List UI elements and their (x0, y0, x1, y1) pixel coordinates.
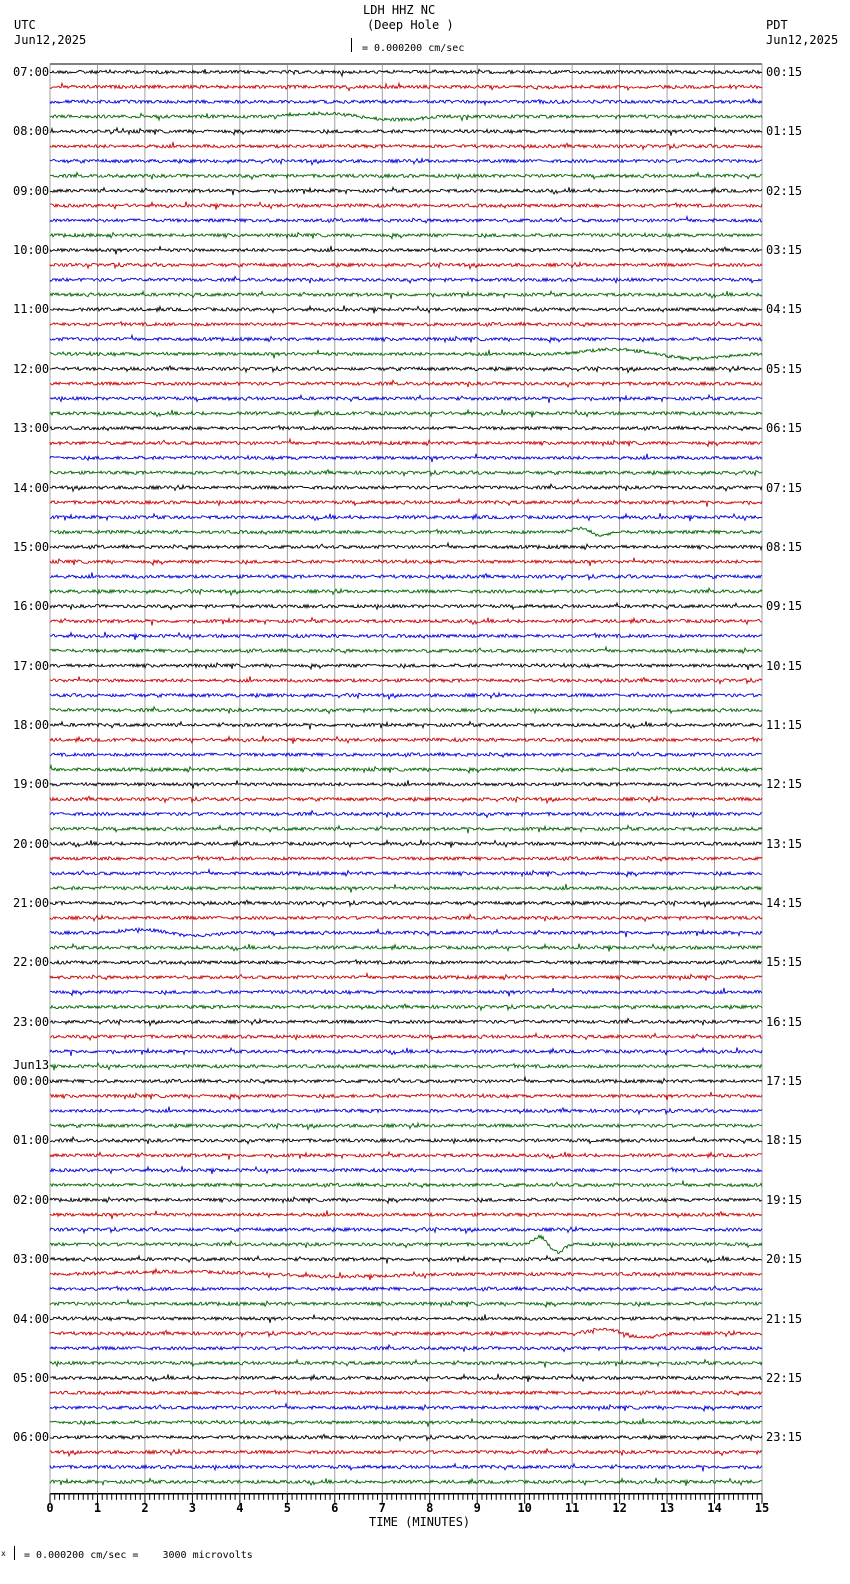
seismic-trace (50, 99, 762, 105)
x-tick-label: 5 (283, 1500, 291, 1515)
right-time-label: 00:15 (766, 65, 803, 79)
seismic-trace (50, 676, 762, 683)
right-time-label: 10:15 (766, 658, 803, 673)
x-tick-label: 11 (564, 1500, 580, 1515)
seismic-trace (50, 693, 762, 699)
left-time-label: 12:00 (13, 361, 50, 376)
seismic-trace (50, 543, 762, 550)
left-time-label: 18:00 (13, 717, 50, 732)
seismic-trace (50, 647, 762, 653)
seismic-trace (50, 1418, 762, 1427)
footer-scale-note: = 0.000200 cm/sec = 3000 microvolts (24, 1550, 253, 1561)
left-time-label: 11:00 (13, 302, 50, 317)
right-time-label: 19:15 (766, 1192, 803, 1207)
seismic-trace (50, 202, 762, 210)
left-time-label: 03:00 (13, 1252, 50, 1267)
seismic-trace (50, 1434, 762, 1440)
seismic-trace (50, 1004, 762, 1010)
seismic-trace (50, 1077, 762, 1083)
seismic-trace (50, 988, 762, 997)
seismic-trace (50, 811, 762, 818)
right-time-label: 20:15 (766, 1252, 803, 1267)
right-time-label: 18:15 (766, 1133, 803, 1148)
right-time-label: 16:15 (766, 1014, 803, 1029)
seismic-trace (50, 1235, 762, 1253)
seismic-trace (50, 1018, 762, 1025)
seismic-trace (50, 527, 762, 536)
right-time-label: 06:15 (766, 421, 803, 436)
seismic-trace (50, 840, 762, 848)
seismic-trace (50, 263, 762, 269)
seismic-trace (50, 618, 762, 626)
seismic-trace (50, 1314, 762, 1323)
seismic-trace (50, 1449, 762, 1456)
station-title: LDH HHZ NC (363, 3, 436, 17)
x-tick-label: 10 (517, 1500, 532, 1515)
x-tick-label: 4 (236, 1500, 244, 1515)
seismic-trace (50, 736, 762, 744)
seismic-trace (50, 217, 762, 223)
seismic-trace (50, 409, 762, 417)
seismic-trace (50, 766, 762, 773)
left-time-label: 13:00 (13, 421, 50, 436)
seismic-trace (50, 973, 762, 980)
right-time-label: 04:15 (766, 302, 803, 317)
right-time-label: 17:15 (766, 1074, 803, 1089)
seismic-trace (50, 928, 762, 937)
left-time-label: 09:00 (13, 183, 50, 198)
right-time-label: 01:15 (766, 124, 803, 139)
seismic-trace (50, 246, 762, 255)
station-location: (Deep Hole ) (367, 18, 454, 32)
seismic-trace (50, 322, 762, 327)
left-time-label: 23:00 (13, 1014, 50, 1029)
seismic-trace (50, 856, 762, 861)
seismic-trace (50, 1374, 762, 1382)
seismic-trace (50, 291, 762, 299)
seismic-trace (50, 884, 762, 893)
seismic-trace (50, 663, 762, 670)
seismic-trace (50, 632, 762, 640)
seismic-trace (50, 513, 762, 521)
seismic-trace (50, 1345, 762, 1352)
seismic-trace (50, 900, 762, 907)
seismic-trace (50, 1092, 762, 1100)
right-time-label: 07:15 (766, 480, 803, 495)
seismic-trace (50, 1464, 762, 1472)
left-date: Jun12,2025 (14, 33, 87, 47)
seismic-trace (50, 1328, 762, 1338)
seismic-trace (50, 173, 762, 180)
right-time-label: 11:15 (766, 717, 803, 732)
seismic-trace (50, 721, 762, 729)
right-date: Jun12,2025 (766, 33, 839, 47)
seismic-trace (50, 1181, 762, 1187)
seismic-trace (50, 1152, 762, 1160)
right-time-label: 13:15 (766, 836, 803, 851)
right-time-label: 05:15 (766, 361, 803, 376)
seismic-trace (50, 454, 762, 463)
seismic-trace (50, 484, 762, 491)
x-tick-label: 7 (378, 1500, 386, 1515)
seismic-trace (50, 707, 762, 714)
seismic-trace (50, 1269, 762, 1280)
seismic-trace (50, 395, 762, 403)
x-tick-label: 3 (188, 1500, 197, 1515)
seismic-trace (50, 1063, 762, 1070)
right-time-label: 09:15 (766, 599, 803, 614)
left-time-label: 22:00 (13, 955, 50, 970)
right-time-label: 15:15 (766, 955, 803, 970)
seismic-trace (50, 1300, 762, 1307)
seismic-trace (50, 1211, 762, 1220)
seismic-trace (50, 348, 762, 360)
seismic-trace (50, 1227, 762, 1233)
right-time-label: 14:15 (766, 896, 803, 911)
seismic-trace (50, 1404, 762, 1411)
left-time-label: 08:00 (13, 124, 50, 139)
seismic-trace (50, 426, 762, 431)
left-time-label: 04:00 (13, 1311, 50, 1326)
footer-scale-bar-icon (14, 1546, 16, 1560)
seismic-trace (50, 1197, 762, 1203)
seismic-trace (50, 366, 762, 373)
seismic-trace (50, 127, 762, 135)
seismic-trace (50, 1048, 762, 1056)
seismic-trace (50, 752, 762, 757)
right-time-label: 03:15 (766, 243, 803, 258)
seismic-trace (50, 335, 762, 342)
left-time-label: 07:00 (13, 65, 50, 79)
seismic-trace (50, 1478, 762, 1486)
seismic-trace (50, 380, 762, 387)
seismic-trace (50, 1390, 762, 1395)
seismic-trace (50, 142, 762, 149)
left-time-label: 01:00 (13, 1133, 50, 1148)
seismic-trace (50, 439, 762, 446)
seismic-trace (50, 558, 762, 566)
right-time-label: 02:15 (766, 183, 803, 198)
x-tick-label: 13 (659, 1500, 675, 1515)
seismic-trace (50, 83, 762, 90)
seismic-trace (50, 870, 762, 877)
seismic-trace (50, 499, 762, 507)
left-time-label: 00:00 (13, 1074, 50, 1089)
seismic-trace (50, 588, 762, 595)
left-time-label: 20:00 (13, 836, 50, 851)
footer-prefix: x (1, 1549, 6, 1558)
left-time-label: 16:00 (13, 599, 50, 614)
left-time-label: 05:00 (13, 1370, 50, 1385)
seismic-trace (50, 112, 762, 121)
xaxis-label: TIME (MINUTES) (369, 1515, 471, 1529)
right-time-label: 08:15 (766, 539, 803, 554)
left-time-label: 19:00 (13, 777, 50, 792)
seismic-trace (50, 306, 762, 314)
x-tick-label: 14 (707, 1500, 722, 1515)
left-time-label: 06:00 (13, 1430, 50, 1445)
seismic-trace (50, 1360, 762, 1368)
seismic-trace (50, 915, 762, 922)
seismic-trace (50, 603, 762, 610)
x-tick-label: 15 (754, 1500, 770, 1515)
seismic-trace (50, 159, 762, 165)
right-time-label: 22:15 (766, 1370, 803, 1385)
x-tick-label: 2 (141, 1500, 149, 1515)
left-time-label: 21:00 (13, 896, 50, 911)
left-time-label: 10:00 (13, 243, 50, 258)
seismic-trace (50, 276, 762, 283)
x-tick-label: 8 (426, 1500, 434, 1515)
right-time-label: 21:15 (766, 1311, 803, 1326)
seismic-trace (50, 470, 762, 476)
right-time-label: 23:15 (766, 1430, 803, 1445)
left-time-label: 15:00 (13, 539, 50, 554)
seismic-trace (50, 572, 762, 579)
x-tick-label: 12 (612, 1500, 627, 1515)
left-time-label: 17:00 (13, 658, 50, 673)
seismic-trace (50, 1166, 762, 1174)
left-time-label: 14:00 (13, 480, 50, 495)
x-tick-label: 1 (93, 1500, 102, 1515)
seismic-trace (50, 69, 762, 76)
seismic-trace (50, 1123, 762, 1129)
seismic-trace (50, 1256, 762, 1264)
seismic-trace (50, 1107, 762, 1114)
seismic-trace (50, 1033, 762, 1040)
left-timezone: UTC (14, 18, 36, 32)
seismic-trace (50, 780, 762, 788)
seismic-trace (50, 960, 762, 965)
right-timezone: PDT (766, 18, 788, 32)
seismic-trace (50, 796, 762, 803)
x-tick-label: 0 (46, 1500, 54, 1515)
x-tick-label: 9 (473, 1500, 481, 1515)
left-time-label: 02:00 (13, 1192, 50, 1207)
seismic-trace (50, 944, 762, 952)
seismic-trace (50, 1286, 762, 1291)
seismic-trace (50, 826, 762, 834)
scale-label: = 0.000200 cm/sec (362, 43, 465, 54)
seismic-trace (50, 233, 762, 239)
x-tick-label: 6 (331, 1500, 339, 1515)
seismic-trace (50, 1137, 762, 1144)
date-change-label: Jun13 (13, 1058, 50, 1073)
right-time-label: 12:15 (766, 777, 803, 792)
seismic-trace (50, 187, 762, 195)
